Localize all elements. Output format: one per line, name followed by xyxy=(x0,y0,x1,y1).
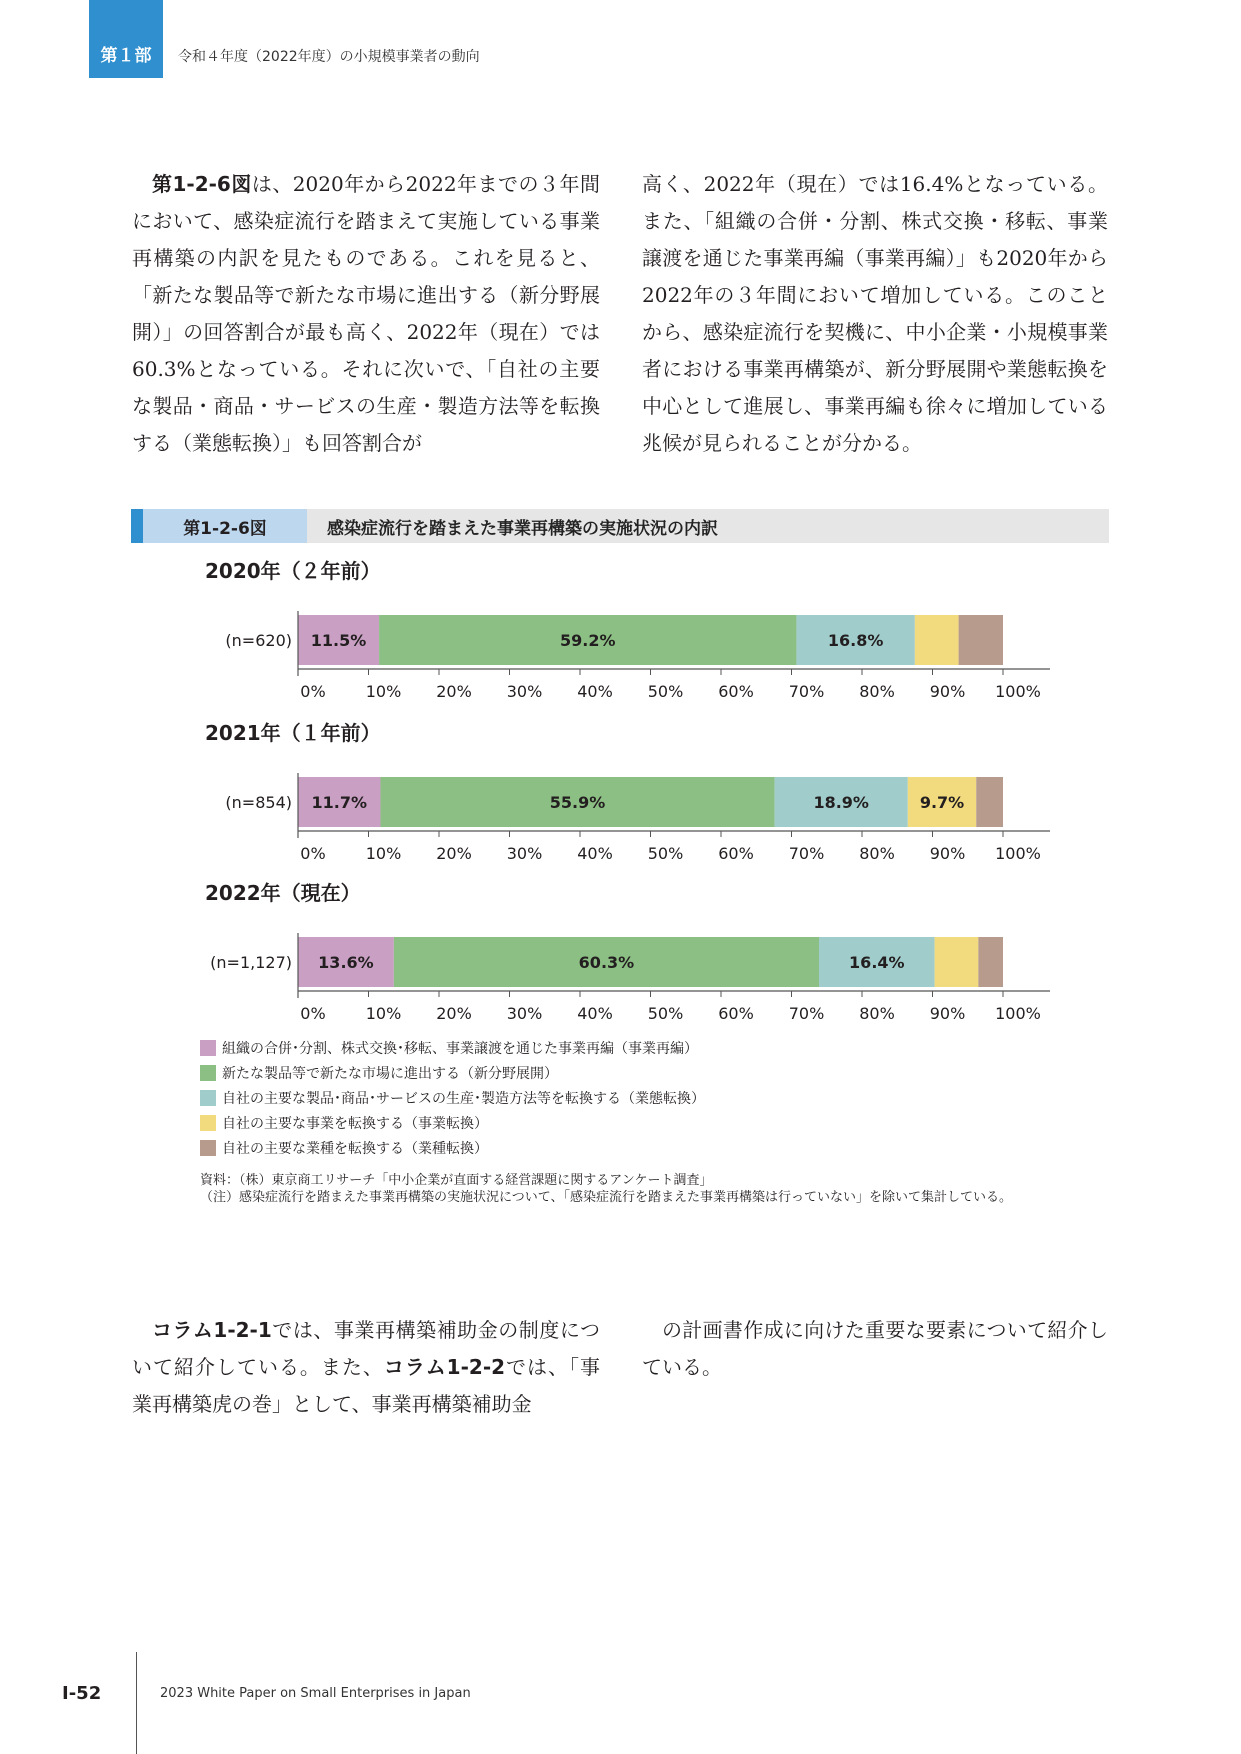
footer-divider xyxy=(136,1652,137,1754)
sample-size-label: (n=854) xyxy=(225,793,292,812)
legend-swatch xyxy=(200,1140,216,1156)
x-tick-label: 50% xyxy=(647,844,684,863)
x-tick-label: 60% xyxy=(718,844,754,863)
bar-segment xyxy=(978,937,1003,987)
x-tick-label: 20% xyxy=(436,682,472,701)
x-tick-label: 80% xyxy=(859,844,895,863)
column-ref: コラム1-2-1 xyxy=(152,1318,272,1342)
panel-title: 2021年（１年前） xyxy=(205,721,381,745)
x-tick-label: 10% xyxy=(365,682,402,701)
panel-title: 2020年（２年前） xyxy=(205,559,381,583)
data-label: 13.6% xyxy=(318,953,374,972)
x-tick-label: 50% xyxy=(647,682,684,701)
x-tick-label: 70% xyxy=(788,844,825,863)
x-tick-label: 70% xyxy=(788,1004,825,1023)
x-tick-label: 10% xyxy=(365,1004,402,1023)
x-tick-label: 60% xyxy=(718,1004,754,1023)
x-tick-label: 90% xyxy=(929,844,966,863)
legend-label: 自社の主要な事業を転換する（事業転換） xyxy=(222,1115,488,1132)
body-paragraph xyxy=(132,1312,600,1423)
x-tick-label: 100% xyxy=(995,1004,1041,1023)
legend-swatch xyxy=(200,1040,216,1056)
body-paragraph: 高く、2022年（現在）では16.4%となっている。また、「組織の合併・分割、株式交換・移転、事業譲渡を通じた事業再編（事業再編）」も2020年から2022年の３年間において増加している。このことから、感染症流行を契機に、中小企業・小規模事業者における事業再構築が、新分野展開や業態転換を中心として進展し、事業再編も徐々に増加している兆候が見られることが分かる。 xyxy=(642,172,1108,455)
legend-label: 自社の主要な業種を転換する（業種転換） xyxy=(222,1140,488,1157)
part-label: 第１部 xyxy=(100,46,152,66)
x-tick-label: 30% xyxy=(506,844,543,863)
x-tick-label: 20% xyxy=(436,844,472,863)
x-tick-label: 10% xyxy=(365,844,402,863)
x-tick-label: 80% xyxy=(859,1004,895,1023)
x-tick-label: 20% xyxy=(436,1004,472,1023)
x-tick-label: 40% xyxy=(577,844,613,863)
data-label: 59.2% xyxy=(559,631,616,650)
x-tick-label: 60% xyxy=(718,682,754,701)
sample-size-label: (n=1,127) xyxy=(210,953,292,972)
body-bottom-right xyxy=(642,1312,1108,1386)
sample-size-label: (n=620) xyxy=(225,631,292,650)
legend-label: 組織の合併･分割、株式交換･移転、事業譲渡を通じた事業再編（事業再編） xyxy=(222,1040,698,1057)
data-label: 60.3% xyxy=(578,953,635,972)
x-tick-label: 0% xyxy=(300,1004,326,1023)
legend-item xyxy=(200,1035,705,1060)
data-label: 16.8% xyxy=(827,631,884,650)
figure-title: 感染症流行を踏まえた事業再構築の実施状況の内訳 xyxy=(327,518,718,539)
body-text: では、「事業再構築虎の巻」として、事業再構築補助金 xyxy=(132,1355,601,1416)
figure-ref: 第1-2-6図 xyxy=(152,172,252,196)
x-tick-label: 40% xyxy=(577,1004,613,1023)
legend-swatch xyxy=(200,1090,216,1106)
x-tick-label: 40% xyxy=(577,682,613,701)
legend-item xyxy=(200,1110,705,1135)
x-tick-label: 90% xyxy=(929,682,966,701)
legend-swatch xyxy=(200,1065,216,1081)
x-tick-label: 100% xyxy=(995,844,1041,863)
x-tick-label: 30% xyxy=(506,682,543,701)
panel-title: 2022年（現在） xyxy=(205,881,361,905)
body-paragraph: の計画書作成に向けた重要な要素について紹介している。 xyxy=(642,1318,1108,1379)
legend-item xyxy=(200,1085,705,1110)
x-tick-label: 70% xyxy=(788,682,825,701)
page-number: I-52 xyxy=(62,1683,102,1704)
data-label: 11.5% xyxy=(310,631,367,650)
figure-number: 第1-2-6図 xyxy=(143,509,307,543)
column-ref: コラム1-2-2 xyxy=(383,1355,506,1379)
running-header: 令和４年度（2022年度）の小規模事業者の動向 xyxy=(178,49,480,65)
source-note: 資料：（株）東京商工リサーチ「中小企業が直面する経営課題に関するアンケート調査」 xyxy=(200,1173,713,1188)
legend-item xyxy=(200,1135,705,1160)
figure-notes xyxy=(200,1172,1050,1206)
body-text: では、事業再構築補助金の制度について紹介している。また、 xyxy=(132,1318,600,1379)
legend-swatch xyxy=(200,1115,216,1131)
bar-segment xyxy=(915,615,959,665)
bar-segment xyxy=(976,777,1003,827)
data-label: 16.4% xyxy=(849,953,905,972)
data-label: 9.7% xyxy=(919,793,965,812)
x-tick-label: 50% xyxy=(647,1004,684,1023)
x-tick-label: 0% xyxy=(300,682,326,701)
body-bottom-left xyxy=(132,1312,600,1423)
bar-segment xyxy=(935,937,979,987)
data-label: 18.9% xyxy=(813,793,869,812)
publication-title: 2023 White Paper on Small Enterprises in Japan xyxy=(160,1686,471,1701)
x-tick-label: 30% xyxy=(506,1004,543,1023)
x-tick-label: 0% xyxy=(300,844,326,863)
x-tick-label: 90% xyxy=(929,1004,966,1023)
bar-segment xyxy=(959,615,1003,665)
x-tick-label: 80% xyxy=(859,682,895,701)
legend-item xyxy=(200,1060,705,1085)
legend-label: 新たな製品等で新たな市場に進出する（新分野展開） xyxy=(222,1065,558,1082)
body-text: は、2020年から2022年までの３年間において、感染症流行を踏まえて実施している事業再構築の内訳を見たものである。これを見ると、「新たな製品等で新たな市場に進出する（新分野展開）」の回答割合が最も高く、2022年（現在）では60.3%となっている。それに次いで、「自社の主要な製品・商品・サービスの生産・製造方法等を転換する（業態転換）」も回答割合が xyxy=(132,172,600,455)
footnote: （注）感染症流行を踏まえた事業再構築の実施状況について、「感染症流行を踏まえた事業再構築は行っていない」を除いて集計している。 xyxy=(200,1190,1012,1205)
data-label: 11.7% xyxy=(311,793,368,812)
x-tick-label: 100% xyxy=(995,682,1041,701)
chart-legend xyxy=(200,1035,705,1160)
legend-label: 自社の主要な製品･商品･サービスの生産･製造方法等を転換する（業態転換） xyxy=(222,1090,705,1107)
data-label: 55.9% xyxy=(549,793,606,812)
